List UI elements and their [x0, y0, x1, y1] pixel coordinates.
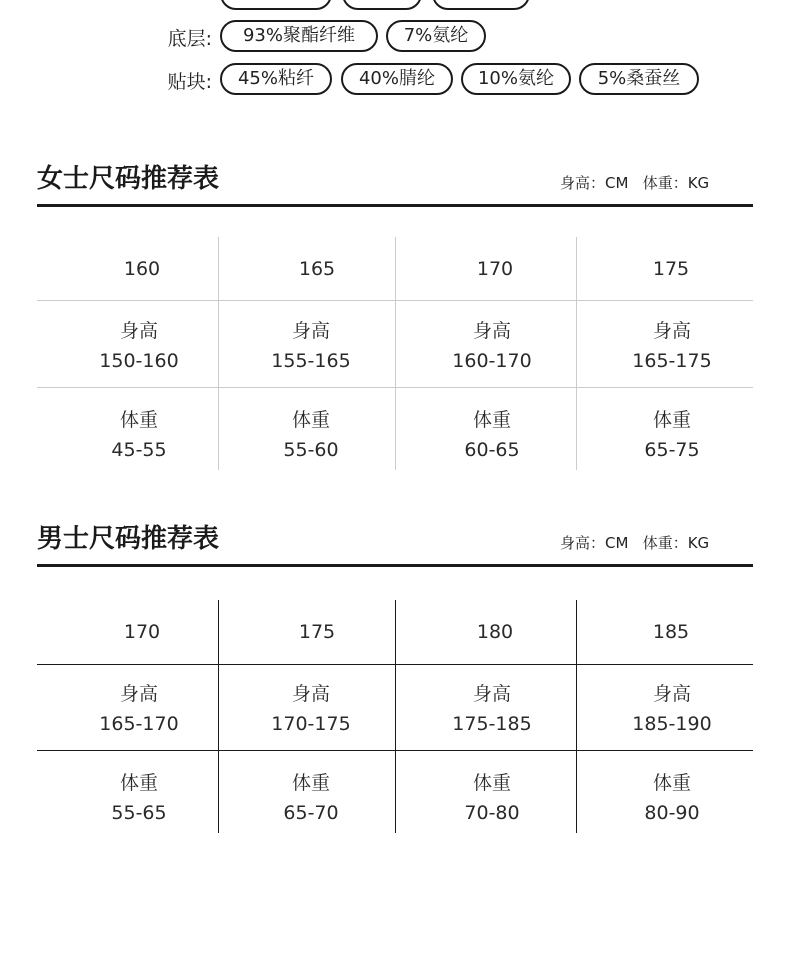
grid-line — [37, 750, 753, 751]
grid-line — [395, 237, 396, 470]
material-chip: 40%腈纶 — [341, 63, 453, 95]
patch-label: 贴块: — [167, 71, 212, 93]
height-label: 身高 — [291, 683, 330, 705]
men-size-table — [37, 600, 753, 833]
height-label: 身高 — [472, 320, 511, 342]
size-cell: 170 — [476, 258, 514, 280]
weight-value: 70-80 — [464, 802, 520, 824]
grid-line — [576, 237, 577, 470]
size-cell: 170 — [123, 621, 161, 643]
size-cell: 160 — [123, 258, 161, 280]
grid-line — [37, 300, 753, 301]
weight-value: 80-90 — [644, 802, 700, 824]
weight-value: 65-75 — [644, 439, 700, 461]
material-chip: 5%桑蚕丝 — [579, 63, 699, 95]
men-title-rule — [37, 564, 753, 567]
height-value: 150-160 — [99, 350, 179, 372]
bottom-layer-label: 底层: — [167, 28, 212, 50]
material-chip: 93%聚酯纤维 — [220, 20, 378, 52]
men-size-chart-title: 男士尺码推荐表 — [37, 524, 220, 554]
grid-line — [218, 600, 219, 833]
top-partial-chip — [432, 0, 530, 10]
height-label: 身高 — [119, 320, 158, 342]
women-size-chart-title: 女士尺码推荐表 — [37, 164, 220, 194]
material-chip: 45%粘纤 — [220, 63, 332, 95]
height-value: 155-165 — [271, 350, 351, 372]
size-cell: 175 — [298, 621, 336, 643]
height-label: 身高 — [652, 320, 691, 342]
size-cell: 180 — [476, 621, 514, 643]
height-value: 165-170 — [99, 713, 179, 735]
weight-label: 体重 — [472, 409, 511, 431]
weight-value: 55-60 — [283, 439, 339, 461]
weight-label: 体重 — [652, 772, 691, 794]
women-size-table — [37, 237, 753, 470]
weight-value: 45-55 — [111, 439, 167, 461]
height-label: 身高 — [652, 683, 691, 705]
weight-label: 体重 — [119, 772, 158, 794]
size-cell: 175 — [652, 258, 690, 280]
height-value: 170-175 — [271, 713, 351, 735]
height-value: 165-175 — [632, 350, 712, 372]
grid-line — [218, 237, 219, 470]
grid-line — [37, 664, 753, 665]
height-value: 175-185 — [452, 713, 532, 735]
material-chip: 7%氨纶 — [386, 20, 486, 52]
grid-line — [395, 600, 396, 833]
weight-value: 65-70 — [283, 802, 339, 824]
top-partial-chip — [342, 0, 422, 10]
weight-label: 体重 — [119, 409, 158, 431]
top-partial-chip — [220, 0, 332, 10]
height-label: 身高 — [119, 683, 158, 705]
men-units: 身高：CM 体重：KG — [560, 534, 710, 552]
height-label: 身高 — [291, 320, 330, 342]
height-value: 160-170 — [452, 350, 532, 372]
women-units: 身高：CM 体重：KG — [560, 174, 710, 192]
weight-value: 55-65 — [111, 802, 167, 824]
size-cell: 165 — [298, 258, 336, 280]
weight-label: 体重 — [291, 772, 330, 794]
material-chip: 10%氨纶 — [461, 63, 571, 95]
weight-label: 体重 — [472, 772, 511, 794]
women-title-rule — [37, 204, 753, 207]
grid-line — [37, 387, 753, 388]
height-value: 185-190 — [632, 713, 712, 735]
weight-label: 体重 — [652, 409, 691, 431]
grid-line — [576, 600, 577, 833]
weight-value: 60-65 — [464, 439, 520, 461]
weight-label: 体重 — [291, 409, 330, 431]
height-label: 身高 — [472, 683, 511, 705]
size-cell: 185 — [652, 621, 690, 643]
